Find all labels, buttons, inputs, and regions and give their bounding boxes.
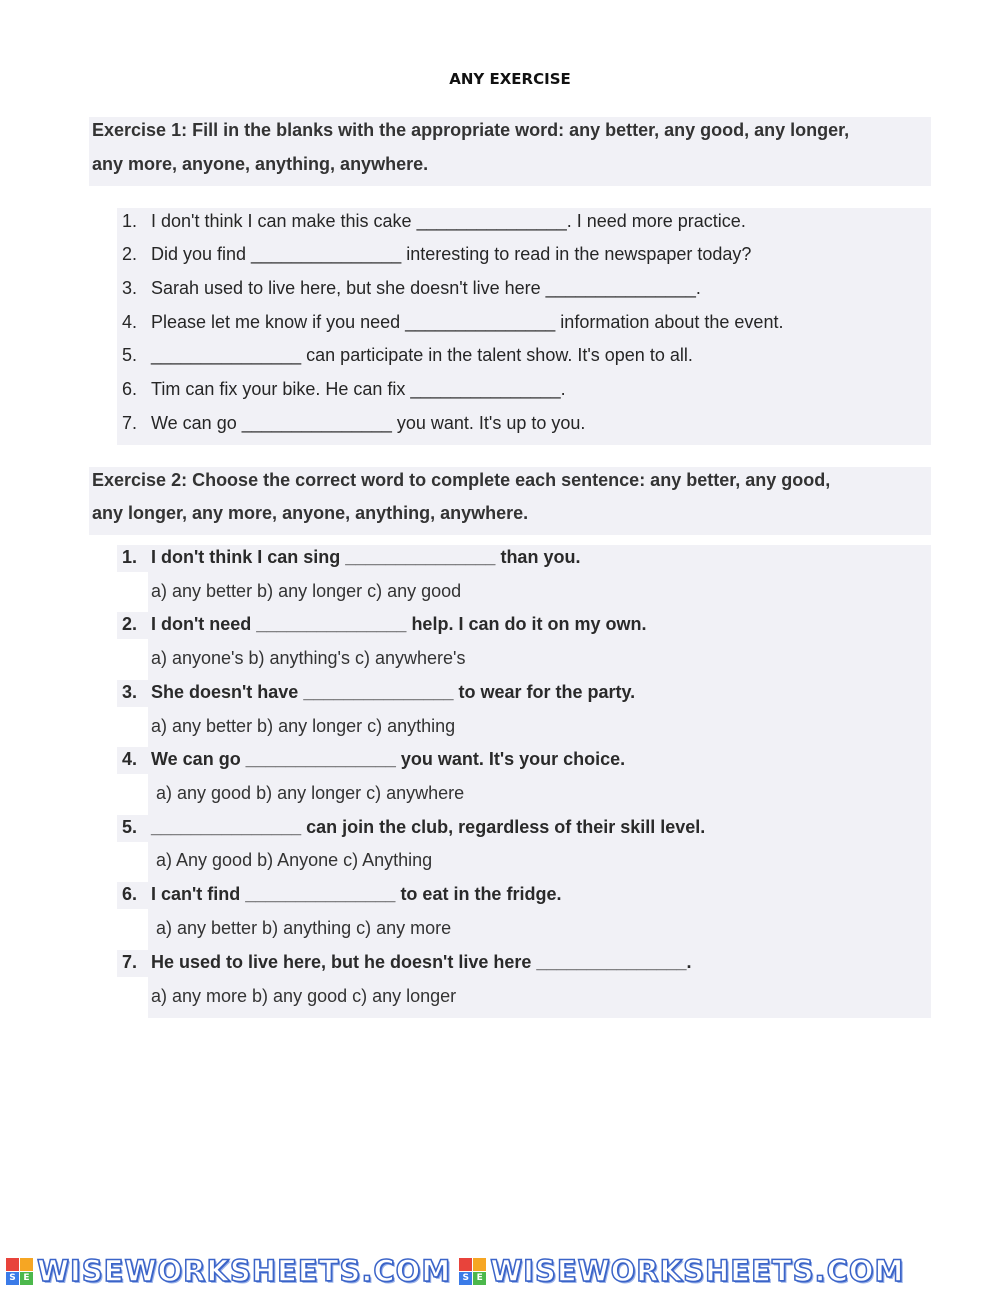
answer-options: a) Any good b) Anyone c) Anything <box>151 850 433 870</box>
item-number: 7. <box>122 413 138 433</box>
item-number: 1. <box>122 211 138 231</box>
item-number: 3. <box>122 278 138 298</box>
question-text: I don't need _______________ help. I can do it on my own. <box>151 614 647 634</box>
logo-tile <box>6 1258 19 1271</box>
logo-tile <box>459 1258 472 1271</box>
item-number: 1. <box>122 547 138 567</box>
exercise2-heading-line1: Exercise 2: Choose the correct word to complete each sentence: any better, any good, <box>92 470 831 490</box>
question-text: We can go _______________ you want. It's your choice. <box>151 749 626 769</box>
item-number: 5. <box>122 817 138 837</box>
item-number: 5. <box>122 345 138 365</box>
item-text: We can go _______________ you want. It's up to you. <box>151 413 586 433</box>
page-title: ANY EXERCISE <box>449 70 571 88</box>
answer-options: a) anyone's b) anything's c) anywhere's <box>151 648 466 668</box>
answer-options: a) any better b) any longer c) anything <box>151 716 456 736</box>
logo-tile: E <box>473 1272 486 1285</box>
logo-tiles-icon <box>459 1258 486 1285</box>
logo-tile: S <box>6 1272 19 1285</box>
question-text: I don't think I can sing _______________ than you. <box>151 547 581 567</box>
exercise2-heading-line2: any longer, any more, anyone, anything, anywhere. <box>92 503 529 523</box>
footer-watermark <box>0 1254 1000 1288</box>
exercise1-heading-line1: Exercise 1: Fill in the blanks with the appropriate word: any better, any good, any longer, <box>92 120 850 140</box>
logo-tile <box>473 1258 486 1271</box>
item-text: Please let me know if you need _______________ information about the event. <box>151 312 784 332</box>
answer-options: a) any good b) any longer c) anywhere <box>151 783 465 803</box>
item-text: Sarah used to live here, but she doesn't live here _______________. <box>151 278 701 298</box>
item-number: 6. <box>122 379 138 399</box>
item-number: 7. <box>122 952 138 972</box>
logo-tile: E <box>20 1272 33 1285</box>
exercise1-heading-line2: any more, anyone, anything, anywhere. <box>92 154 429 174</box>
item-number: 3. <box>122 682 138 702</box>
item-number: 4. <box>122 312 138 332</box>
watermark-text: WISEWORKSHEETS.COM <box>490 1254 905 1288</box>
answer-options: a) any better b) any longer c) any good <box>151 581 462 601</box>
item-number: 6. <box>122 884 138 904</box>
item-text: _______________ can participate in the talent show. It's open to all. <box>151 345 693 365</box>
question-text: I can't find _______________ to eat in the fridge. <box>151 884 562 904</box>
answer-options: a) any more b) any good c) any longer <box>151 986 457 1006</box>
item-text: Did you find _______________ interesting to read in the newspaper today? <box>151 244 752 264</box>
item-text: Tim can fix your bike. He can fix _______________. <box>151 379 566 399</box>
logo-tile <box>20 1258 33 1271</box>
answer-options: a) any better b) anything c) any more <box>151 918 452 938</box>
logo-tiles-icon <box>6 1258 33 1285</box>
item-number: 2. <box>122 614 138 634</box>
question-text: He used to live here, but he doesn't live here _______________. <box>151 952 692 972</box>
question-text: _______________ can join the club, regardless of their skill level. <box>151 817 706 837</box>
item-number: 4. <box>122 749 138 769</box>
watermark-text: WISEWORKSHEETS.COM <box>37 1254 452 1288</box>
logo-tile: S <box>459 1272 472 1285</box>
watermark-logo <box>6 1254 451 1288</box>
watermark-logo <box>459 1254 904 1288</box>
item-text: I don't think I can make this cake _______________. I need more practice. <box>151 211 746 231</box>
item-number: 2. <box>122 244 138 264</box>
question-text: She doesn't have _______________ to wear for the party. <box>151 682 636 702</box>
